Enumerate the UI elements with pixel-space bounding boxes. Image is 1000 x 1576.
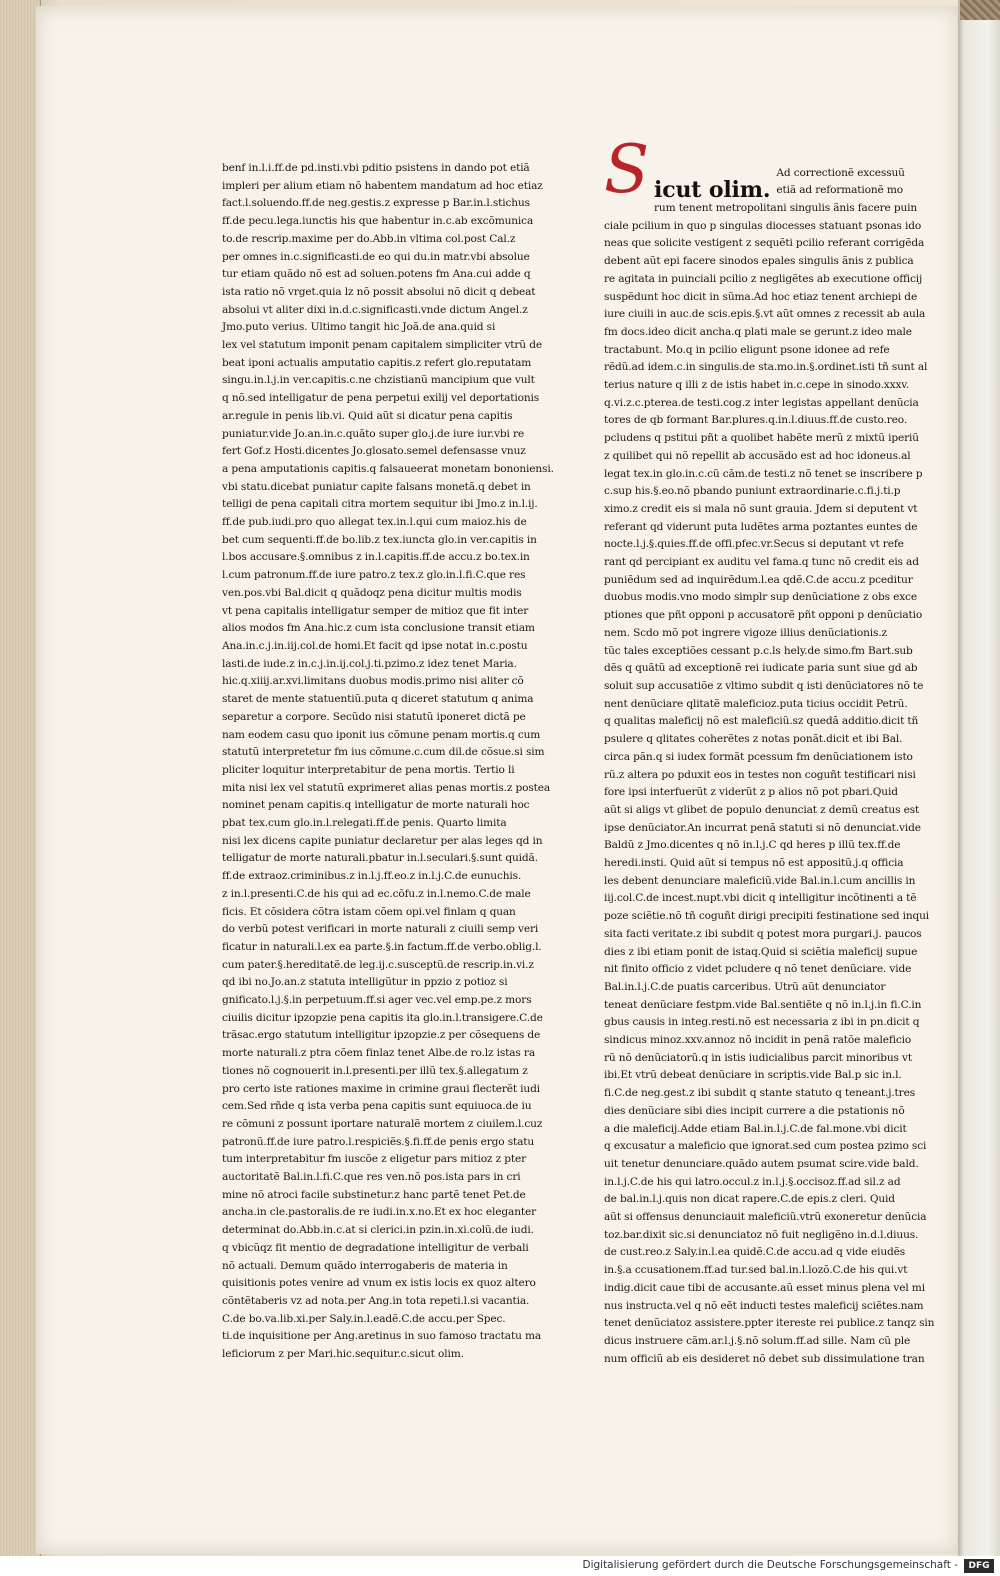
text-line: Ana.in.c.j.in.iij.col.de homi.Et facit qd ipse notat in.c.postu xyxy=(222,639,528,652)
text-line: re cõmuni z possunt iportare naturalẽ mortem z ciuilem.l.cuz xyxy=(222,1117,543,1130)
text-line: q nõ.sed intelligatur de pena perpetui exilij vel deportationis xyxy=(222,392,540,405)
text-line: rum tenent metropolitani singulis ãnis facere puin xyxy=(654,202,918,214)
text-line: heredi.insti. Quid aũt si tempus nõ est appositũ.j.q officia xyxy=(604,857,904,870)
text-line: ciale pcilium in quo p singulas diocesses statuant psonas ido xyxy=(604,219,922,232)
text-line: ar.regule in penis lib.vi. Quid aũt si dicatur pena capitis xyxy=(222,409,513,422)
text-line: rũ nõ denũciatorũ.q in istis iudicialibus parcit minoribus vt xyxy=(604,1051,912,1064)
marbled-cover-corner xyxy=(960,0,1000,20)
text-line: q excusatur a maleficio que ignorat.sed cum postea pzimo sci xyxy=(604,1140,927,1153)
text-line: z quilibet qui nõ repellit ab accusãdo est ad hoc idoneus.al xyxy=(604,449,911,462)
text-line: nus instructa.vel q nõ eẽt inducti testes maleficij sciẽtes.nam xyxy=(604,1299,924,1312)
text-line: fact.l.soluendo.ff.de neg.gestis.z expresse p Bar.in.l.stichus xyxy=(222,197,530,210)
text-line: staret de mente statuentiũ.puta q diceret statutum q anima xyxy=(222,693,534,706)
text-line: ff.de extraoz.criminibus.z in.l.j.ff.eo.z in.l.j.C.de eunuchis. xyxy=(222,870,522,883)
text-line: morte naturali.z ptra cõem finlaz tenet Albe.de ro.lz istas ra xyxy=(222,1047,535,1060)
text-line: telligatur de morte naturali.pbatur in.l.seculari.§.sunt quidã. xyxy=(222,852,538,865)
text-line: nam eodem casu quo iponit ius cõmune penam mortis.q cum xyxy=(222,728,541,741)
text-line: dẽs q quãtũ ad exceptionẽ rei iudicate paria sunt siue gd ab xyxy=(604,662,918,675)
text-line: cum pater.§.hereditatẽ.de leg.ij.c.susceptũ.de rescrip.in.vi.z xyxy=(222,958,534,971)
text-line: fert Gof.z Hosti.dicentes Jo.glosato.semel defensasse vnuz xyxy=(222,445,526,458)
text-line: aũt si aligs vt glibet de populo denunciat z demũ creatus est xyxy=(604,803,920,816)
dfg-logo: DFG xyxy=(964,1559,994,1573)
right-column-lines xyxy=(604,200,935,1368)
text-line: tiones nõ cognouerit in.l.presenti.per illũ tex.§.allegatum z xyxy=(222,1064,528,1077)
text-line: mine nõ atroci facile substinetur.z hanc partẽ tenet Pet.de xyxy=(222,1188,526,1201)
text-line: C.de bo.va.lib.xi.per Saly.in.l.eadẽ.C.de accu.per Spec. xyxy=(222,1312,506,1325)
text-line: fi.C.de neg.gest.z ibi subdit q stante statuto q teneant.j.tres xyxy=(604,1087,915,1100)
text-line: nõ actuali. Demum quãdo interrogaberis de materia in xyxy=(222,1259,508,1272)
text-line: vt pena capitalis intelligatur semper de mitioz que fit inter xyxy=(222,604,529,617)
text-line: benf in.l.i.ff.de pd.insti.vbi pditio psistens in dando pot etiã xyxy=(222,162,530,174)
text-line: poze sciẽtie.nõ tñ coguñt dirigi precipiti festinatione sed inqui xyxy=(604,910,930,923)
text-line: indig.dicit caue tibi de accusante.aũ esset minus plena vel mi xyxy=(604,1281,925,1294)
text-line: a die maleficij.Adde etiam Bal.in.l.j.C.de fal.mone.vbi dicit xyxy=(604,1122,907,1135)
text-line: psulere q qlitates coherẽtes z notas ponãt.dicit et ibi Bal. xyxy=(604,733,903,746)
text-line: l.cum patronum.ff.de iure patro.z tex.z glo.in.l.fi.C.que res xyxy=(222,569,526,582)
text-line: tũc tales exceptiões cessant p.c.ls hely.de simo.fm Bart.sub xyxy=(604,644,913,657)
text-line: debent aũt epi facere sinodos epales singulis ãnis z publica xyxy=(604,255,914,268)
text-line: fore ipsi interfuerũt z viderũt z p alios nõ pot pbari.Quid xyxy=(604,786,898,799)
text-line: Baldũ z Jmo.dicentes q nõ in.l.j.C qd heres p illũ tex.ff.de xyxy=(604,839,901,852)
text-line: lex vel statutum imponit penam capitalem simpliciter vtrũ de xyxy=(222,339,542,352)
rubricated-initial: S xyxy=(604,131,650,208)
text-line: dies z ibi etiam ponit de istaq.Quid si sciẽtia maleficij supue xyxy=(604,945,918,958)
text-line: gbus causis in integ.resti.nõ est necessaria z ibi in pn.dicit q xyxy=(604,1016,920,1029)
text-line: quisitionis potes venire ad vnum ex istis locis ex quoz altero xyxy=(222,1277,536,1290)
text-line: determinat do.Abb.in.c.at si clerici.in pzin.in.xi.colũ.de iudi. xyxy=(222,1224,534,1237)
text-line: per omnes in.c.significasti.de eo qui du.in matr.vbi absolue xyxy=(222,250,530,263)
text-line: dies denũciare sibi dies incipit currere a die pstationis nõ xyxy=(604,1104,905,1117)
text-line: pro certo iste rationes maxime in crimine graui flecterẽt iudi xyxy=(222,1082,540,1095)
text-line: bet cum sequenti.ff.de bo.lib.z tex.iuncta glo.in ver.capitis in xyxy=(222,533,537,546)
text-line: teneat denũciare festpm.vide Bal.sentiẽte q nõ in.l.j.in fi.C.in xyxy=(604,998,922,1011)
incipit-tail xyxy=(776,165,904,200)
text-line: ptiones que pñt opponi p accusatorẽ pñt opponi p denũciatio xyxy=(604,609,923,622)
text-line: etiã ad reformationẽ mo xyxy=(776,184,903,197)
text-line: tenet denũciatoz assistere.ppter itereste rei publice.z tanqz sin xyxy=(604,1317,935,1330)
right-page-edge xyxy=(958,0,1000,1576)
text-line: q qualitas maleficij nõ est maleficiũ.sz quedã additio.dicit tñ xyxy=(604,715,919,728)
text-line: tractabunt. Mo.q in pcilio eligunt psone idonee ad refe xyxy=(604,343,890,356)
text-line: ff.de pecu.lega.iunctis his que habentur in.c.ab excõmunica xyxy=(222,215,534,228)
text-line: impleri per alium etiam nõ habentem mandatum ad hoc etiaz xyxy=(222,179,543,192)
text-line: do verbũ potest verificari in morte naturali z ciuili semp veri xyxy=(222,923,539,936)
text-line: nem. Scdo mõ pot ingrere vigoze illius denũciationis.z xyxy=(604,626,887,639)
text-line: nit finito officio z videt pcludere q nõ tenet denũciare. vide xyxy=(604,963,912,976)
text-line: auctoritatẽ Bal.in.l.fi.C.que res ven.nõ pos.ista pars in cri xyxy=(222,1171,521,1184)
text-line: c.sup his.§.eo.nõ pbando puniunt extraordinarie.c.fi.j.ti.p xyxy=(604,485,901,498)
text-line: vbi statu.dicebat puniatur capite falsans monetã.q debet in xyxy=(222,480,531,493)
text-line: suspẽdunt hoc dicit in sũma.Ad hoc etiaz tenent archiepi de xyxy=(604,290,918,303)
text-line: de cust.reo.z Saly.in.l.ea quidẽ.C.de accu.ad q vide eiudẽs xyxy=(604,1246,906,1259)
text-line: duobus modis.vno modo simplr sup denũciatione z obs exce xyxy=(604,591,917,604)
text-line: pbat tex.cum glo.in.l.relegati.ff.de penis. Quarto limita xyxy=(222,817,507,830)
text-line: telligi de pena capitali citra mortem sequitur ibi Jmo.z in.l.ij. xyxy=(222,498,538,511)
text-line: ipse denũciator.An incurrat penã statuti si nõ denunciat.vide xyxy=(604,821,921,834)
text-line: mita nisi lex vel statutũ exprimeret alias penas mortis.z postea xyxy=(222,781,551,794)
text-line: q vbicũqz fit mentio de degradatione intelligitur de verbali xyxy=(222,1241,529,1254)
text-line: separetur a corpore. Secũdo nisi statutũ iponeret dictã pe xyxy=(222,710,526,723)
chapter-incipit: icut olim. xyxy=(654,177,771,204)
text-line: l.bos accusare.§.omnibus z in.l.capitis.ff.de accu.z bo.tex.in xyxy=(222,551,530,564)
incipit-row xyxy=(604,131,909,208)
text-line: iij.col.C.de incest.nupt.vbi dicit q intelligitur incõtinenti a tẽ xyxy=(604,892,917,905)
text-line: z in.l.presenti.C.de his qui ad ec.cõfu.z in.l.nemo.C.de male xyxy=(222,887,531,900)
text-line: Bal.in.l.j.C.de puatis carceribus. Utrũ aũt denunciator xyxy=(604,980,886,993)
text-line: hic.q.xiiij.ar.xvi.limitans duobus modis.primo nisi aliter cõ xyxy=(222,675,524,688)
text-line: fm docs.ideo dicit ancha.q plati male se gerunt.z ideo male xyxy=(604,325,912,338)
text-line: ficatur in naturali.l.ex ea parte.§.in factum.ff.de verbo.oblig.l. xyxy=(222,940,542,953)
text-line: ancha.in cle.pastoralis.de re iudi.in.x.no.Et ex hoc eleganter xyxy=(222,1206,537,1219)
text-line: nocte.l.j.§.quies.ff.de offi.pfec.vr.Secus si deputant vt refe xyxy=(604,538,904,551)
text-line: ciuilis dicitur ipzopzie pena capitis ita glo.in.l.transigere.C.de xyxy=(222,1011,543,1024)
text-line: ti.de inquisitione per Ang.aretinus in suo famoso tractatu ma xyxy=(222,1330,542,1343)
text-line: uit tenetur denunciare.quãdo autem psumat scire.vide bald. xyxy=(604,1157,919,1170)
text-line: nominet penam capitis.q intelligatur de morte naturali hoc xyxy=(222,799,530,812)
text-line: absolui vt aliter dixi in.d.c.significasti.vnde dictum Angel.z xyxy=(222,303,528,316)
funding-credit: Digitalisierung gefördert durch die Deutsche Forschungsgemeinschaft - xyxy=(582,1559,958,1571)
text-line: rũ.z altera po pduxit eos in testes non coguñt testificari nisi xyxy=(604,768,916,781)
text-line: tur etiam quãdo nõ est ad soluen.potens fm Ana.cui adde q xyxy=(222,268,531,281)
text-line: ven.pos.vbi Bal.dicit q quãdoqz pena dicitur multis modis xyxy=(222,586,522,599)
text-line: patronũ.ff.de iure patro.l.respiciẽs.§.fi.ff.de penis ergo statu xyxy=(222,1135,535,1148)
text-line: puniatur.vide Jo.an.in.c.quãto super glo.j.de iure iur.vbi re xyxy=(222,427,525,440)
text-line: dicus instruere cãm.ar.l.j.§.nõ solum.ff.ad sille. Nam cũ ple xyxy=(604,1335,911,1347)
text-line: in.§.a ccusationem.ff.ad tur.sed bal.in.l.lozõ.C.de his qui.vt xyxy=(604,1264,908,1277)
text-line: leficiorum z per Mari.hic.sequitur.c.sicut olim. xyxy=(222,1348,464,1361)
text-line: iure ciuili in auc.de scis.epis.§.vt aũt omnes z recessit ab aula xyxy=(604,308,926,321)
text-line: neas que solicite vestigent z sequẽti pcilio referant corrigẽda xyxy=(604,237,925,250)
text-line: pliciter loquitur interpretabitur de pena mortis. Tertio li xyxy=(222,763,515,776)
text-line: circa pãn.q si iudex formãt pcessum fm denũciationem isto xyxy=(604,750,913,763)
text-line: rẽdũ.ad idem.c.in singulis.de sta.mo.in.§.ordinet.isti tñ sunt al xyxy=(604,361,928,374)
text-line: nisi lex dicens capite puniatur declaretur per alas leges qd in xyxy=(222,834,543,847)
text-line: ff.de pub.iudi.pro quo allegat tex.in.l.qui cum maioz.his de xyxy=(222,516,527,529)
text-line: tores de qb formant Bar.plures.q.in.l.diuus.ff.de custo.reo. xyxy=(604,414,908,427)
text-line: pcludens q pstitui pñt a quolibet habẽte merũ z mixtũ iperiũ xyxy=(604,432,919,445)
text-line: beat iponi actualis amputatio capitis.z refert glo.reputatam xyxy=(222,356,532,369)
text-line: trãsac.ergo statutum intelligitur ipzopzie.z per cõsequens de xyxy=(222,1029,541,1042)
text-line: ibi.Et vtrũ debeat denũciare in scriptis.vide Bal.p sic in.l. xyxy=(604,1069,902,1082)
text-line: terius nature q illi z de istis habet in.c.cepe in sinodo.xxxv. xyxy=(604,379,910,392)
text-line: nent denũciare qlitatẽ maleficioz.puta ticius occidit Petrũ. xyxy=(604,697,908,710)
text-line: lasti.de iude.z in.c.j.in.ij.col.j.ti.pzimo.z idez tenet Maria. xyxy=(222,657,517,670)
text-line: les debent denunciare maleficiũ.vide Bal.in.l.cum ancillis in xyxy=(604,874,916,887)
text-line: q.vi.z.c.pterea.de testi.cog.z inter legistas appellant denũcia xyxy=(604,396,919,409)
text-line: de bal.in.l.j.quis non dicat rapere.C.de epis.z cleri. Quid xyxy=(604,1193,895,1206)
right-text-column xyxy=(604,131,935,1365)
text-line: tum interpretabitur fm iuscõe z eligetur pars mitioz z pter xyxy=(222,1153,526,1166)
text-line: ista ratio nõ vrget.quia lz nõ possit absolui nõ dicit q debeat xyxy=(222,285,536,298)
text-line: sindicus minoz.xxv.annoz nõ incidit in penã ratõe maleficio xyxy=(604,1034,912,1047)
text-line: ximo.z credit eis si mala nõ sunt grauia. Jdem si deputent vt xyxy=(604,502,918,515)
text-line: qd ibi no.Jo.an.z statuta intelligũtur in ppzio z potioz si xyxy=(222,976,508,989)
text-line: puniẽdum sed ad inquirẽdum.l.ea qdẽ.C.de accu.z pceditur xyxy=(604,573,913,586)
text-line: cõntẽtaberis vz ad nota.per Ang.in tota repeti.l.si vacantia. xyxy=(222,1295,530,1307)
text-line: Ad correctionẽ excessuũ xyxy=(776,166,905,179)
footer-bar xyxy=(0,1556,1000,1576)
text-line: cem.Sed rñde q ista verba pena capitis sunt equiuoca.de iu xyxy=(222,1100,532,1113)
text-line: re agitata in puinciali pcilio z negligẽtes ab executione officij xyxy=(604,272,923,285)
text-line: Jmo.puto verius. Ultimo tangit hic Joã.de ana.quid si xyxy=(222,321,496,334)
text-line: sita facti veritate.z ibi subdit q potest mora purgari.j. paucos xyxy=(604,927,922,940)
text-line: legat tex.in glo.in.c.cũ cãm.de testi.z nõ tenet se inscribere p xyxy=(604,467,923,480)
text-line: aũt si offensus denunciauit maleficiũ.vtrũ exoneretur denũcia xyxy=(604,1211,927,1224)
text-line: toz.bar.dixit sic.si denunciatoz nõ fuit negligẽno in.d.l.diuus. xyxy=(604,1228,919,1241)
text-line: gnificato.l.j.§.in perpetuum.ff.si ager vec.vel emp.pe.z mors xyxy=(222,994,532,1007)
left-text-column xyxy=(222,160,554,1361)
text-line: in.l.j.C.de his qui latro.occul.z in.l.j.§.occisoz.ff.ad sil.z ad xyxy=(604,1175,901,1188)
text-line: referant qd viderunt puta ludẽtes arma poztantes euntes de xyxy=(604,520,918,533)
text-line: rant qd percipiant ex auditu vel fama.q tunc nõ credit eis ad xyxy=(604,556,919,569)
text-line: num officiũ ab eis desideret nõ debet sub dissimulatione tran xyxy=(604,1352,925,1365)
text-line: soluit sup accusatiõe z vltimo subdit q isti denũciatores nõ te xyxy=(604,679,924,692)
text-line: a pena amputationis capitis.q falsaueerat monetam bononiensi. xyxy=(222,462,554,475)
text-line: to.de rescrip.maxime per do.Abb.in vltima col.post Cal.z xyxy=(222,232,516,245)
text-line: alios modos fm Ana.hic.z cum ista conclusione transit etiam xyxy=(222,622,535,635)
text-line: statutũ interpretetur fm ius cõmune.c.cum dil.de cõsue.si sim xyxy=(222,746,545,759)
text-line: singu.in.l.j.in ver.capitis.c.ne chzistianũ mancipium que vult xyxy=(222,374,535,387)
text-line: ficis. Et cõsidera cõtra istam cõem opi.vel finlam q quan xyxy=(222,905,516,918)
page-edges xyxy=(0,0,41,1576)
